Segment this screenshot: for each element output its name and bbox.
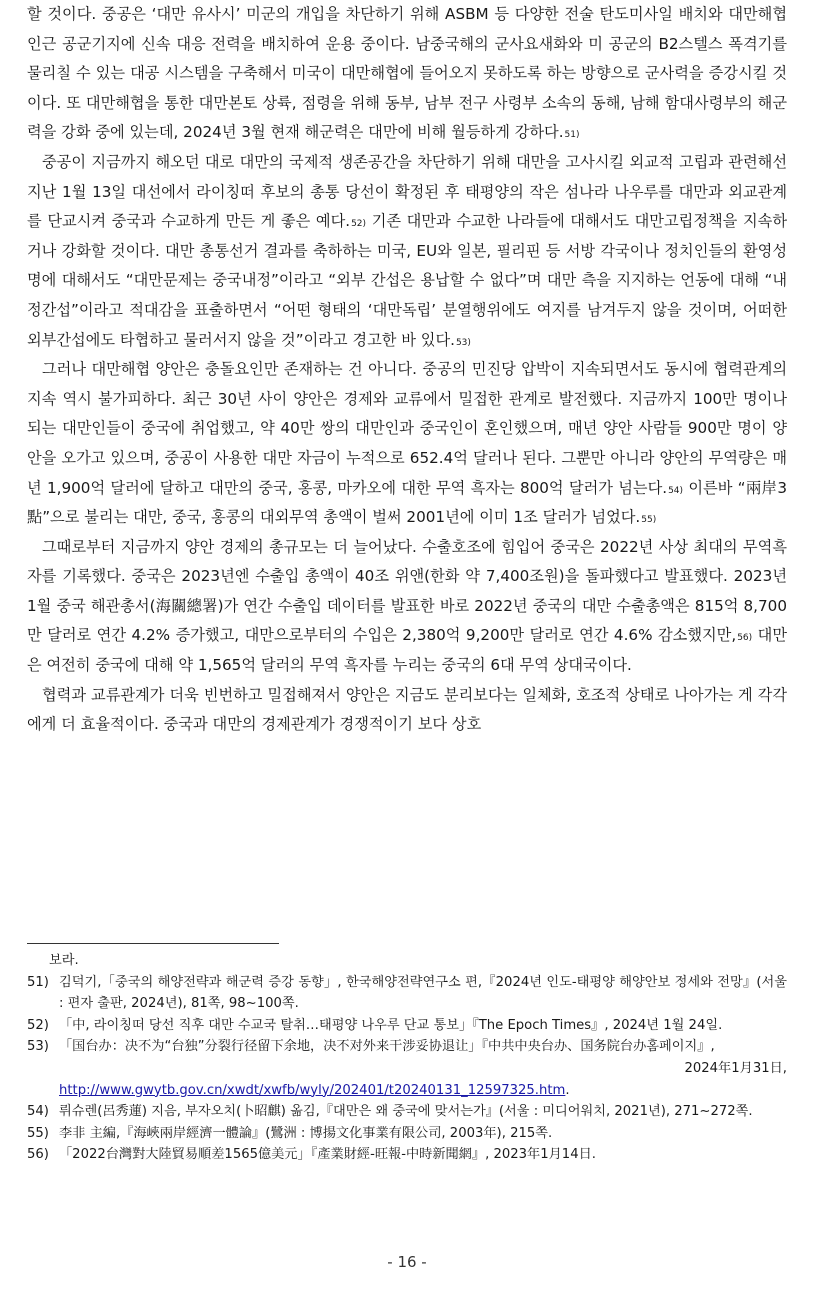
footnote-number: 54) [27,1104,49,1120]
footnotes [27,950,787,1166]
page-number: - 16 - [387,1253,427,1271]
footnote-divider [27,943,279,944]
footnote-item: 54) 뤼슈렌(呂秀蓮) 지음, 부자오치(卜昭麒) 옮김,『대만은 왜 중국에 맞서는가』(서울 : 미디어워치, 2021년), 271~272쪽. [27,1101,787,1123]
paragraph: 그러나 대만해협 양안은 충돌요인만 존재하는 건 아니다. 중공의 민진당 압박이 지속되면서도 동시에 협력관계의 지속 역시 불가피하다. 최근 30년 사이 양안은 경제와 교류에서 밀접한 관계로 발전했다. 지금까지 100만 명이나 되는 대만인들이 중국에 취업했고, 약 40만 쌍의 대만인과 중국인이 혼인했으며, 매년 양안 사람들 900만 명이 양안을 오가고 있으며, 중공이 사용한 대만 자금이 누적으로 652.4억 달러나 된다. 그뿐만 아니라 양안의 무역량은 매년 1,900억 달러에 달하고 대만의 중국, 홍콩, 마카오에 대한 무역 흑자는 800억 달러가 넘는다.$^{54)}$ 이른바 “兩岸3點”으로 불리는 대만, 중국, 홍콩의 대외무역 총액이 벌써 2001년에 이미 1조 달러가 넘었다.$^{55)}$ [27,360,788,527]
footnote-link[interactable]: http://www.gwytb.gov.cn/xwdt/xwfb/wyly/202401/t20240131_12597325.htm [59,1082,566,1098]
footnote-item: 52) 「中, 라이칭떠 당선 직후 대만 수교국 탈취…태평양 나우루 단교 통보」『The Epoch Times』, 2024년 1월 24일. [27,1015,787,1037]
footnote-number: 52) [27,1017,49,1033]
paragraph: 그때로부터 지금까지 양안 경제의 총규모는 더 늘어났다. 수출호조에 힘입어 중국은 2022년 사상 최대의 무역흑자를 기록했다. 중국은 2023년엔 수출입 총액이 40조 위앤(한화 약 7,400조원)을 돌파했다고 발표했다. 2023년 1월 중국 해관총서(海關總署)가 연간 수출입 데이터를 발표한 바로 2022년 중국의 대만 수출총액은 815억 8,700만 달러로 연간 4.2% 증가했고, 대만으로부터의 수입은 2,380억 9,200만 달러로 연간 4.6% 감소했지만,$^{56)}$ 대만은 여전히 중국에 대해 약 1,565억 달러의 무역 흑자를 누리는 중국의 6대 무역 상대국이다. [27,537,787,675]
footnote-number: 53) [27,1039,49,1055]
footnote-ref[interactable]: 54) [668,485,684,496]
footnote-item: 56) 「2022台灣對大陸貿易順差1565億美元」『產業財經-旺報-中時新聞網』, 2023年1月14日. [27,1144,787,1166]
footnote-continuation: 보라. [49,953,79,968]
footnote-number: 56) [27,1147,49,1163]
footnote-ref[interactable]: 52) [351,219,367,230]
footnote-date: 2024年1月31日, [684,1060,787,1076]
footnote-number: 51) [27,974,49,990]
footnote-item: 51) 김덕기,「중국의 해양전략과 해군력 증강 동향」, 한국해양전략연구소 편,『2024년 인도-태평양 해양안보 정세와 전망』(서울 : 편자 출판, 2024년), 81쪽, 98~100쪽. [27,972,787,1015]
footnote-item: 55) 李非 主編,『海峽兩岸經濟一體論』(鷺洲 : 博揚文化事業有限公司, 2003年), 215쪽. [27,1123,787,1145]
footnote-ref[interactable]: 56) [737,633,753,644]
body-text [27,0,787,740]
footnote-ref[interactable]: 51) [564,130,580,141]
footnote-ref[interactable]: 55) [641,515,657,526]
paragraph: 할 것이다. 중공은 ‘대만 유사시’ 미군의 개입을 차단하기 위해 ASBM 등 다양한 전술 탄도미사일 배치와 대만해협 인근 공군기지에 신속 대응 전력을 배치하여 운용 중이다. 남중국해의 군사요새화와 미 공군의 B2스텔스 폭격기를 물리칠 수 있는 대공 시스템을 구축해서 미국이 대만해협에 들어오지 못하도록 하는 방향으로 군사력을 증강시킬 것이다. 또 대만해협을 통한 대만본토 상륙, 점령을 위해 동부, 남부 전구 사령부 소속의 동해, 남해 함대사령부의 해군력을 강화 중에 있는데, 2024년 3월 현재 해군력은 대만에 비해 월등하게 강하다.$^{51)}$ [27,5,787,142]
footnote-ref[interactable]: 53) [455,337,471,348]
footnote-number: 55) [27,1125,49,1141]
footnote-item: 53) 「国台办：决不为“台独”分裂行径留下余地，决不对外来干涉妥协退让」『中共中央台办、国务院台办홈페이지』, 2024年1月31日, http://www.gwytb.gov.cn/xwdt/xwfb/wyly/202401/t20240131_12597325.htm. [27,1036,787,1101]
paragraph: 중공이 지금까지 해오던 대로 대만의 국제적 생존공간을 차단하기 위해 대만을 고사시킬 외교적 고립과 관련해선 지난 1월 13일 대선에서 라이칭떠 후보의 총통 당선이 확정된 후 태평양의 작은 섬나라 나우루를 대만과 외교관계를 단교시켜 중국과 수교하게 만든 게 좋은 예다.$^{52)}$ 기존 대만과 수교한 나라들에 대해서도 대만고립정책을 지속하거나 강화할 것이다. 대만 총통선거 결과를 축하하는 미국, EU와 일본, 필리핀 등 서방 각국이나 정치인들의 환영성명에 대해서도 “대만문제는 중국내정”이라고 “외부 간섭은 용납할 수 없다”며 대만 측을 지지하는 언동에 대해 “내정간섭”이라고 적대감을 표출하면서 “어떤 형태의 ‘대만독립’ 분열행위에도 여지를 남겨두지 않을 것이며, 어떠한 외부간섭에도 타협하고 물러서지 않을 것”이라고 경고한 바 있다.$^{53)}$ [27,152,787,349]
paragraph: 협력과 교류관계가 더욱 빈번하고 밀접해져서 양안은 지금도 분리보다는 일체화, 호조적 상태로 나아가는 게 각각에게 더 효율적이다. 중국과 대만의 경제관계가 경쟁적이기 보다 상호 [27,685,787,734]
